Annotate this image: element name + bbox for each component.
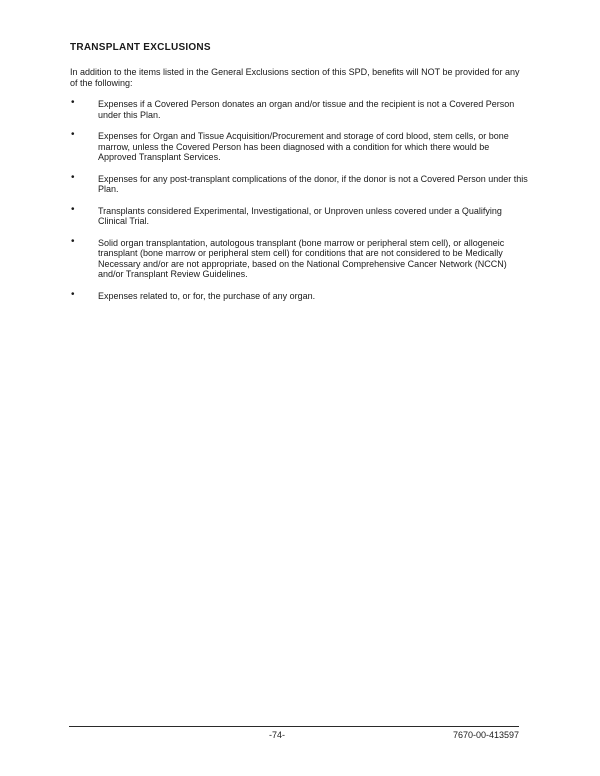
list-item: [70, 171, 528, 195]
bullet-icon: •: [71, 171, 75, 183]
bullet-icon: •: [71, 203, 75, 215]
list-item: [70, 235, 528, 280]
page-number: -74-: [268, 730, 285, 740]
bullet-icon: •: [71, 288, 75, 300]
page-title: TRANSPLANT EXCLUSIONS: [70, 42, 211, 53]
bullet-icon: •: [71, 97, 75, 108]
list-item-text: Transplants considered Experimental, Investigational, or Unproven unless covered under a Qualifying Clinical Trial.: [98, 205, 502, 226]
list-item: [70, 203, 528, 227]
document-body: [70, 42, 528, 312]
footer-row: [69, 727, 519, 741]
list-item: [70, 131, 528, 163]
list-item: [70, 288, 528, 302]
page-footer: [69, 726, 519, 741]
list-item-text: Expenses related to, or for, the purchase of any organ.: [98, 290, 316, 301]
bullet-icon: •: [71, 235, 75, 247]
list-item-text: Expenses for any post-transplant complications of the donor, if the donor is not a Covered Person under this Plan.: [98, 173, 528, 194]
list-item-text: Solid organ transplantation, autologous transplant (bone marrow or peripheral stem cell), or allogeneic transplant (bone marrow or peripheral stem cell) for conditions that are not considered to be Medically Necessary and/or are not appropriate, based on the National Comprehensive Cancer Network (NCCN) and/or Transplant Review Guidelines.: [98, 237, 507, 279]
list-item-text: Expenses for Organ and Tissue Acquisition/Procurement and storage of cord blood, stem cells, or bone marrow, unless the Covered Person has been diagnosed with a condition for which there would be Approved Transplant Services.: [98, 131, 509, 162]
list-item: [70, 99, 528, 120]
document-number: 7670-00-413597: [452, 730, 519, 740]
bullet-icon: •: [71, 129, 75, 140]
list-item-text: Expenses if a Covered Person donates an organ and/or tissue and the recipient is not a Covered Person under this Plan.: [98, 99, 515, 120]
exclusion-list: [70, 99, 528, 301]
intro-paragraph: In addition to the items listed in the General Exclusions section of this SPD, benefits will NOT be provided for any of the following:: [70, 67, 520, 88]
